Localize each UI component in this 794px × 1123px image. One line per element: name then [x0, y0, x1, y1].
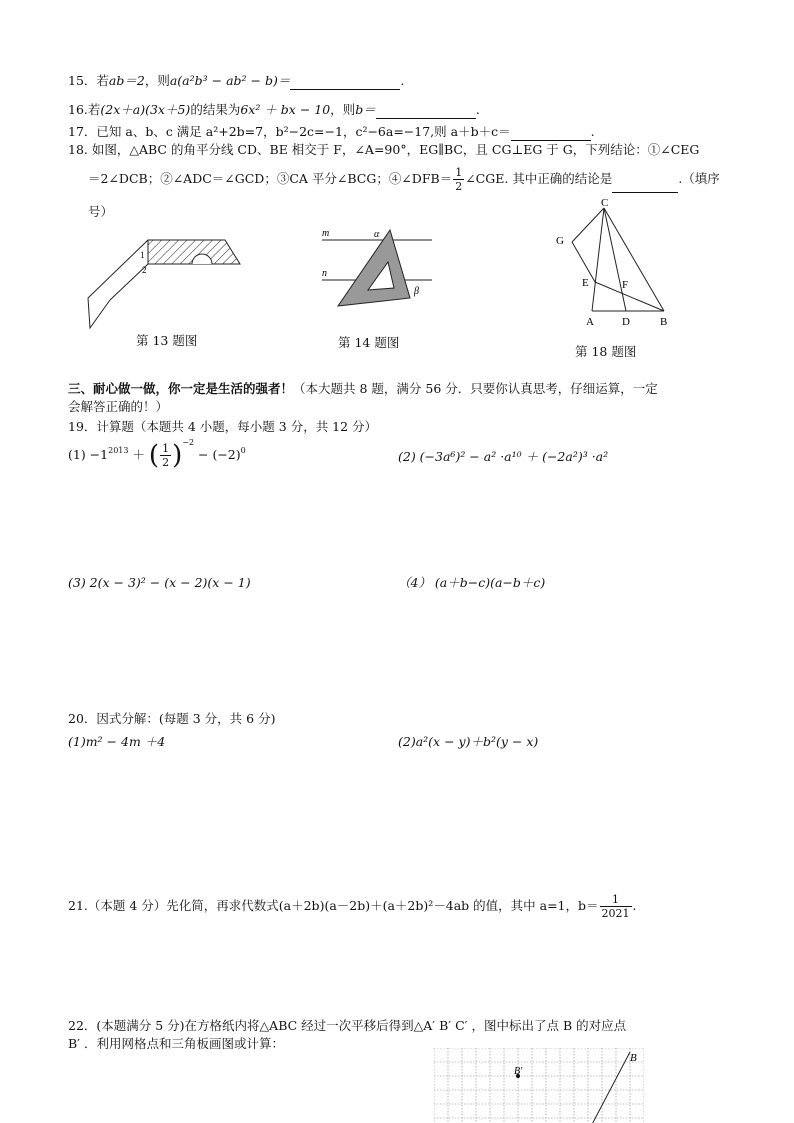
q19-p1-exp2: −2 — [182, 438, 195, 447]
q21-end: . — [632, 898, 637, 913]
q15-expression: a(a²b³ − ab² − b)＝ — [169, 73, 291, 88]
q16-result: 6x² ＋ bx − 10 — [240, 102, 331, 117]
question-17 — [68, 123, 595, 141]
q16-connector: 的结果为 — [190, 102, 241, 117]
section-3-title: 三、耐心做一做，你一定是生活的强者！ — [68, 381, 294, 396]
figure-14 — [318, 222, 438, 332]
q20-part-2: (2)a²(x − y)＋b²(y − x) — [398, 734, 539, 749]
fig13-angle-2: 2 — [142, 265, 147, 275]
q19-p1-frac-den: 2 — [162, 456, 170, 469]
fig18-label-C: C — [601, 198, 609, 209]
fig18-side-AC — [592, 208, 604, 311]
figure-14-caption: 第 14 题图 — [338, 335, 400, 350]
q17-end: . — [590, 124, 595, 139]
q18-line-2a: ＝2∠DCB；②∠ADC＝∠GCD；③CA 平分∠BCG；④∠DFB＝ — [88, 171, 453, 186]
q19-part-1 — [68, 440, 246, 470]
fig18-side-BC — [604, 208, 664, 311]
fig13-angle-1: 1 — [140, 250, 145, 260]
q15-answer-blank[interactable] — [290, 75, 400, 90]
q16-expression: (2x＋a)(3x＋5) — [100, 102, 191, 117]
q18-frac-den: 2 — [455, 180, 463, 193]
fig14-label-alpha: α — [374, 229, 380, 240]
section-3-desc-1: （本大题共 8 题，满分 56 分．只要你认真思考，仔细运算，一定 — [293, 381, 658, 396]
q21-fraction — [600, 893, 632, 920]
fig14-triangle-ruler — [338, 230, 410, 306]
q19-title: 19．计算题（本题共 4 小题，每小题 3 分，共 12 分） — [68, 419, 378, 434]
q19-p1-rparen: ) — [172, 440, 183, 471]
q18-line-1: 18. 如图，△ABC 的角平分线 CD、BE 相交于 F，∠A=90°，EG∥BC，且 CG⊥EG 于 G，下列结论：①∠CEG — [68, 142, 700, 157]
q19-p1-lparen: ( — [148, 440, 160, 471]
q16-variable: b＝ — [355, 102, 376, 117]
q16-end: . — [475, 102, 480, 117]
question-18-line-2 — [88, 166, 720, 193]
q18-line-2b: ∠CGE. 其中正确的结论是 — [465, 171, 613, 186]
q16-answer-blank[interactable] — [376, 104, 476, 119]
q15-end: . — [400, 73, 405, 88]
q16-connector-2: ，则 — [330, 102, 356, 117]
q18-fraction — [453, 166, 464, 193]
q22-line-1: 22．(本题满分 5 分)在方格纸内将△ABC 经过一次平移后得到△A′ B′ C′ ，图中标出了点 B 的对应点 — [68, 1018, 627, 1033]
section-3-desc-2: 会解答正确的！） — [68, 399, 169, 414]
q19-part-3: (3) 2(x − 3)² − (x − 2)(x − 1) — [68, 575, 251, 590]
fig18-label-E: E — [582, 277, 589, 289]
fig18-bisector-BE — [595, 282, 664, 311]
q18-line-3: 号） — [88, 204, 114, 219]
q19-p1-minus: − (−2) — [194, 447, 241, 462]
q21-frac-den: 2021 — [601, 907, 630, 920]
q22-label-B: B — [630, 1052, 637, 1064]
figure-13 — [80, 228, 250, 333]
q19-p1-exp: 2013 — [108, 446, 129, 455]
question-21 — [68, 893, 637, 920]
q19-p1-exp3: 0 — [240, 446, 246, 455]
q19-p1-fraction — [160, 442, 171, 469]
q19-part-2: (2) (−3a⁶)² − a² ·a¹⁰ ＋ (−2a²)³ ·a² — [398, 449, 609, 464]
question-18-line-3 — [88, 203, 113, 221]
q19-p1-base: (1) −1 — [68, 447, 109, 462]
section-3-header — [68, 380, 658, 398]
q21-frac-num: 1 — [600, 893, 632, 907]
q20-part-1: (1)m² − 4m ＋4 — [68, 734, 166, 749]
q19-part-4: （4） (a＋b−c)(a−b＋c) — [398, 575, 546, 590]
fig18-label-D: D — [622, 316, 630, 328]
fig14-label-n: n — [322, 268, 327, 279]
figure-13-caption: 第 13 题图 — [136, 333, 198, 348]
fig18-label-F: F — [622, 279, 629, 291]
q18-line-2c: .（填序 — [678, 171, 720, 186]
q22-line-2: B′ ．利用网格点和三角板画图或计算： — [68, 1036, 284, 1051]
fig18-label-G: G — [556, 235, 564, 247]
fig18-segment-EG — [572, 242, 595, 282]
q20-title: 20．因式分解：(每题 3 分，共 6 分) — [68, 711, 276, 726]
q17-answer-blank[interactable] — [511, 126, 591, 141]
fig14-label-beta: β — [414, 286, 419, 297]
q15-number: 15．若 — [68, 73, 109, 88]
q16-number: 16.若 — [68, 102, 101, 117]
figure-18 — [548, 198, 678, 328]
q18-frac-num: 1 — [455, 166, 463, 179]
q17-text: 17．已知 a、b、c 满足 a²+2b=7，b²−2c=−1，c²−6a=−17,则 a＋b＋c＝ — [68, 124, 511, 139]
question-16 — [68, 101, 480, 119]
question-15 — [68, 72, 404, 90]
fig18-label-A: A — [586, 316, 594, 328]
q15-connector: ，则 — [144, 73, 170, 88]
q15-condition: ab＝2 — [108, 73, 145, 88]
q18-answer-blank[interactable] — [612, 178, 678, 193]
q22-label-Bprime: B′ — [514, 1066, 523, 1077]
q22-grid — [434, 1048, 644, 1123]
fig14-label-m: m — [322, 228, 330, 239]
q19-p1-plus: ＋ — [128, 447, 149, 462]
fig18-label-B: B — [660, 316, 668, 328]
question-18-line-1 — [68, 141, 699, 159]
fig18-segment-CG — [572, 208, 604, 242]
figure-18-caption: 第 18 题图 — [575, 344, 637, 359]
fig18-bisector-CD — [604, 208, 629, 311]
q22-segment — [588, 1052, 630, 1123]
q19-p1-frac-num: 1 — [162, 442, 170, 455]
q21-text: 21.（本题 4 分）先化简，再求代数式(a＋2b)(a－2b)＋(a＋2b)²－4ab 的值，其中 a=1，b＝ — [68, 898, 599, 913]
